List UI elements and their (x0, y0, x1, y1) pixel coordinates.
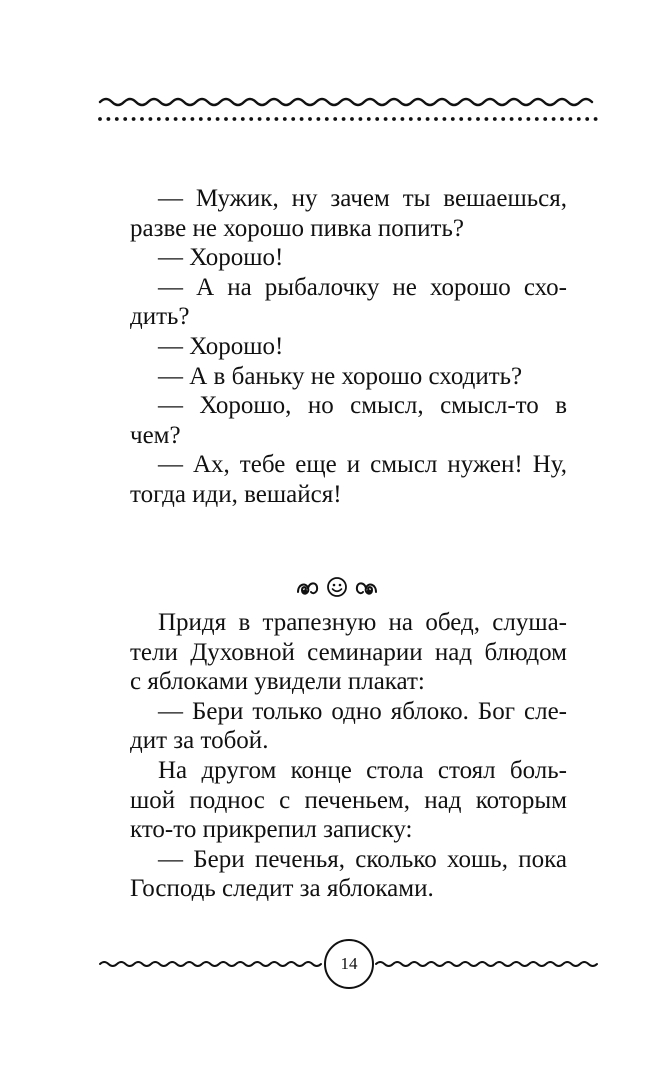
header-wave-ornament (96, 92, 604, 128)
ornament-dot (392, 117, 396, 121)
ornament-dot (325, 117, 329, 121)
ornament-dot (266, 117, 270, 121)
ornament-dot (300, 117, 304, 121)
ornament-dot (476, 117, 480, 121)
ornament-dot (585, 117, 589, 121)
ornament-dot (149, 117, 153, 121)
text-line: Придя в трапезную на обед, слуша- (158, 609, 567, 636)
ornament-dot (107, 117, 111, 121)
ornament-dot (417, 117, 421, 121)
ornament-dot (527, 117, 531, 121)
text-line: с яблоками увидели плакат: (130, 668, 425, 696)
text-line: разве не хорошо пивка попить? (130, 214, 464, 242)
ornament-dot (426, 117, 430, 121)
ornament-dot (375, 117, 379, 121)
ornament-dot (350, 117, 354, 121)
ornament-dot (359, 117, 363, 121)
ornament-dot (224, 117, 228, 121)
ornament-dot (543, 117, 547, 121)
ornament-dot (367, 117, 371, 121)
ornament-dot (165, 117, 169, 121)
ornament-dot (401, 117, 405, 121)
text-line: — Хорошо! (158, 244, 284, 272)
ornament-dot (283, 117, 287, 121)
ornament-dot (451, 117, 455, 121)
ornament-dot (174, 117, 178, 121)
ornament-dot (249, 117, 253, 121)
text-line: тели Духовной семинарии над блюдом (130, 638, 567, 666)
text-line: — Ах, тебе еще и смысл нужен! Ну, (158, 451, 567, 479)
ornament-dot (216, 117, 220, 121)
ornament-dot (552, 117, 556, 121)
ornament-dot (577, 117, 581, 121)
page-number: 14 (340, 954, 358, 973)
ornament-dot (409, 117, 413, 121)
ornament-dot (560, 117, 564, 121)
ornament-dot (115, 117, 119, 121)
ornament-dot (518, 117, 522, 121)
text-line: дить? (130, 303, 190, 331)
smiley-icon (328, 578, 346, 596)
ornament-dot (317, 117, 321, 121)
ornament-dot (98, 117, 102, 121)
ornament-dot (333, 117, 337, 121)
ornament-dot (342, 117, 346, 121)
ornament-dot (140, 117, 144, 121)
ornament-dot (459, 117, 463, 121)
smiley-separator-icon (296, 574, 378, 602)
ornament-dot (510, 117, 514, 121)
ornament-dot (258, 117, 262, 121)
ornament-dot (443, 117, 447, 121)
text-line: — Хорошо, но смысл, смысл-то в (158, 392, 567, 420)
ornament-dot (308, 117, 312, 121)
ornament-dot (233, 117, 237, 121)
text-line: шой поднос с печеньем, над которым (130, 786, 567, 814)
text-line: На другом конце стола стоял боль- (158, 756, 567, 784)
text-line: дит за тобой. (130, 727, 269, 755)
ornament-dot (594, 117, 598, 121)
left-scroll-icon (298, 583, 317, 593)
text-line: — А в баньку не хорошо сходить? (158, 362, 523, 390)
ornament-dot (275, 117, 279, 121)
text-line: — А на рыбалочку не хорошо схо- (158, 273, 567, 301)
ornament-dot (434, 117, 438, 121)
text-line: чем? (130, 421, 181, 449)
ornament-dot (191, 117, 195, 121)
ornament-dot (485, 117, 489, 121)
ornament-dot (291, 117, 295, 121)
text-line: — Бери печенья, сколько хошь, пока (158, 845, 567, 873)
text-line: тогда иди, вешайся! (130, 480, 342, 508)
ornament-dot (123, 117, 127, 121)
text-line: — Хорошо! (158, 332, 284, 360)
text-line: — Мужик, ну зачем ты вешаешься, (158, 185, 567, 212)
text-line: кто-то прикрепил записку: (130, 816, 413, 844)
ornament-dot (199, 117, 203, 121)
right-scroll-icon (357, 583, 376, 593)
ornament-dot (132, 117, 136, 121)
ornament-dot (468, 117, 472, 121)
ornament-dot (501, 117, 505, 121)
ornament-dot (384, 117, 388, 121)
ornament-dot (157, 117, 161, 121)
ornament-dot (493, 117, 497, 121)
text-line: Господь следит за яблоками. (130, 875, 434, 903)
anecdote-2 (130, 608, 567, 904)
ornament-dot (182, 117, 186, 121)
anecdote-1 (130, 184, 567, 510)
ornament-dot (207, 117, 211, 121)
ornament-dot (569, 117, 573, 121)
ornament-dot (241, 117, 245, 121)
text-line: — Бери только одно яблоко. Бог сле- (158, 697, 567, 725)
ornament-dot (535, 117, 539, 121)
